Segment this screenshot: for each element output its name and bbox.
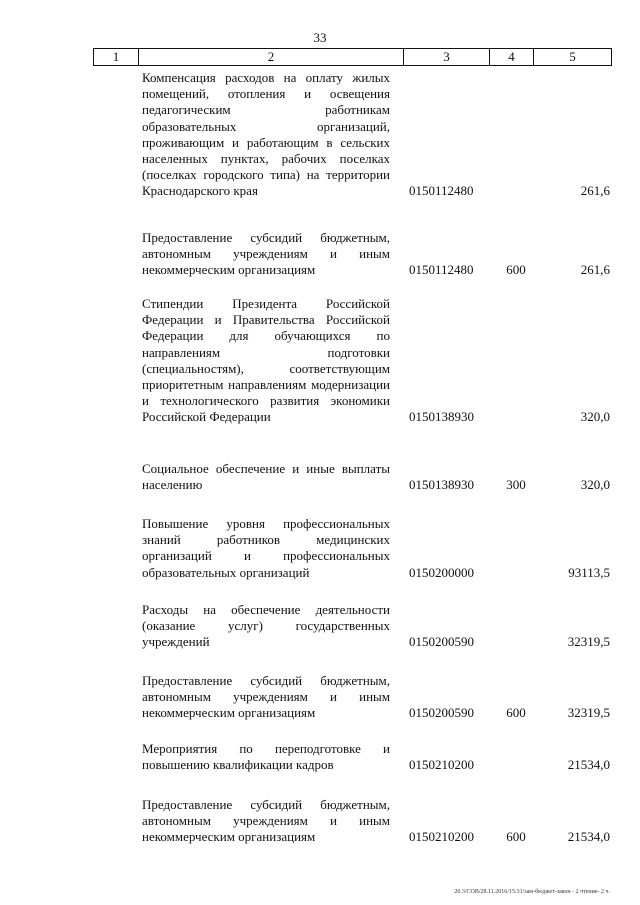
row-description: Социальное обеспечение и иные выплаты населению xyxy=(142,461,390,493)
row-amount: 261,6 xyxy=(580,183,610,199)
column-header-2: 2 xyxy=(139,49,404,65)
row-amount: 21534,0 xyxy=(567,757,610,773)
row-amount: 21534,0 xyxy=(567,829,610,845)
row-description: Повышение уровня профессиональных знаний работников медицинских организаций и профессиональных образовательных организаций xyxy=(142,516,390,580)
row-code: 0150112480 xyxy=(409,262,474,278)
row-code: 0150200000 xyxy=(409,564,474,580)
row-code: 0150200590 xyxy=(409,634,474,650)
page-number: 33 xyxy=(313,30,327,45)
table-row xyxy=(142,797,610,846)
table-row xyxy=(142,741,610,773)
row-kind: 600 xyxy=(506,705,526,721)
row-code: 0150112480 xyxy=(409,183,474,199)
row-kind: 600 xyxy=(506,829,526,845)
table-row xyxy=(142,516,610,581)
row-kind: 300 xyxy=(506,477,526,493)
row-code: 0150138930 xyxy=(409,477,474,493)
table-row xyxy=(142,296,610,426)
table-row xyxy=(142,602,610,651)
column-header-5: 5 xyxy=(569,49,576,64)
row-amount: 93113,5 xyxy=(568,564,610,580)
row-description: Стипендии Президента Российской Федерации и Правительства Российской Федерации для обучающихся по направлениям подготовки (специальностям), соответствующим приоритетным направлениям модернизации и технологического развития экономики Российской Федерации xyxy=(142,296,390,425)
column-header-3: 3 xyxy=(404,49,490,65)
row-amount: 261,6 xyxy=(580,262,610,278)
footer-note: 20.3/СОВ/28.11.2016/15:31/зам-бюджет-закон - 2 чтение- 2 ч. xyxy=(454,889,610,895)
row-amount: 32319,5 xyxy=(567,634,610,650)
column-header-1: 1 xyxy=(94,49,139,65)
row-code: 0150200590 xyxy=(409,705,474,721)
row-amount: 320,0 xyxy=(580,477,610,493)
row-description: Мероприятия по переподготовке и повышению квалификации кадров xyxy=(142,741,390,773)
row-amount: 320,0 xyxy=(580,409,610,425)
table-row xyxy=(142,230,610,279)
row-code: 0150138930 xyxy=(409,409,474,425)
row-kind: 600 xyxy=(506,262,526,278)
row-code: 0150210200 xyxy=(409,757,474,773)
column-header-4: 4 xyxy=(490,49,534,65)
table-header xyxy=(93,48,612,66)
table-row xyxy=(142,461,610,493)
row-description: Предоставление субсидий бюджетным, автономным учреждениям и иным некоммерческим организациям xyxy=(142,230,390,278)
row-description: Предоставление субсидий бюджетным, автономным учреждениям и иным некоммерческим организациям xyxy=(142,797,390,845)
table-row xyxy=(142,673,610,722)
row-description: Компенсация расходов на оплату жилых помещений, отопления и освещения педагогическим работникам образовательных организаций, проживающим и работающим в сельских населенных пунктах, рабочих поселках (поселках городского типа) на территории Краснодарского края xyxy=(142,70,390,199)
row-description: Предоставление субсидий бюджетным, автономным учреждениям и иным некоммерческим организациям xyxy=(142,673,390,721)
row-code: 0150210200 xyxy=(409,829,474,845)
table-row xyxy=(142,70,610,200)
row-description: Расходы на обеспечение деятельности (оказание услуг) государственных учреждений xyxy=(142,602,390,650)
row-amount: 32319,5 xyxy=(567,705,610,721)
